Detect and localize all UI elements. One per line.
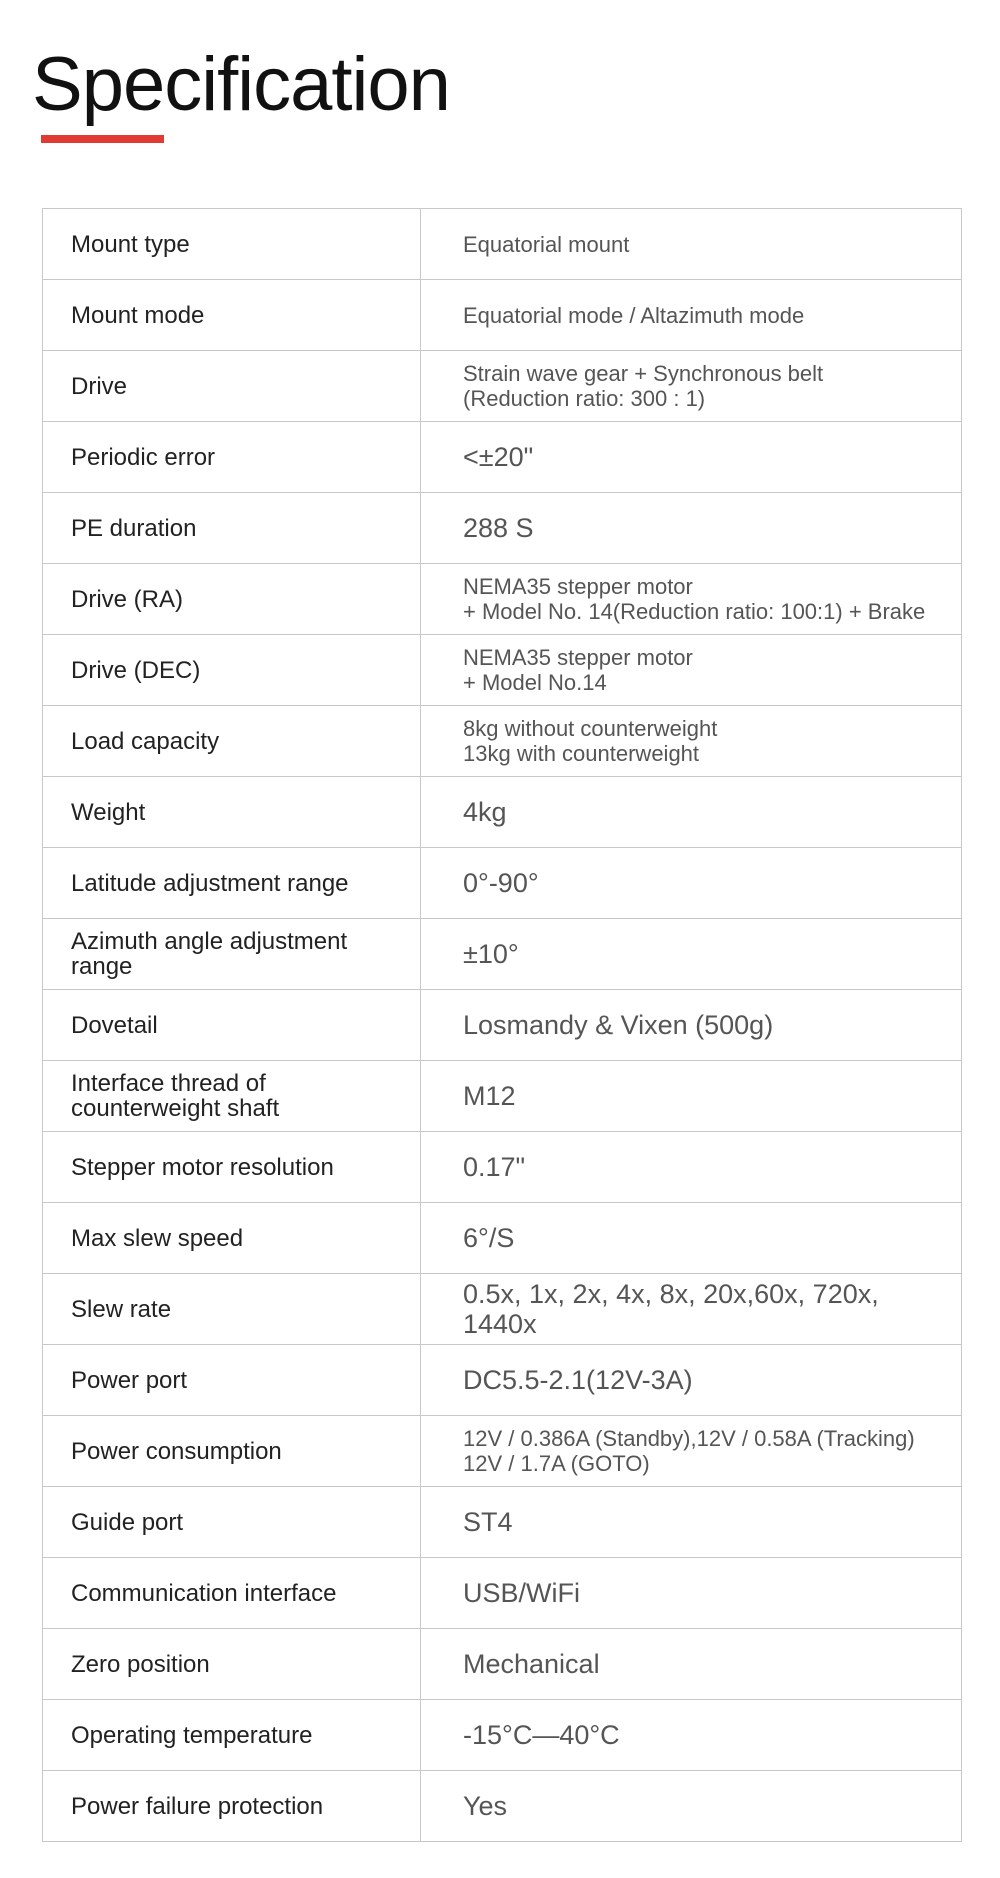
spec-value (421, 1629, 962, 1700)
spec-value (421, 635, 962, 706)
spec-value-line: 13kg with counterweight (463, 741, 700, 766)
spec-value-line: Equatorial mode / Altazimuth mode (463, 302, 805, 328)
spec-value-line: -15°C—40°C (463, 1720, 620, 1750)
spec-value (421, 564, 962, 635)
spec-value-line: 4kg (463, 797, 507, 827)
spec-label: Interface thread of counterweight shaft (43, 1061, 421, 1132)
spec-value (421, 1345, 962, 1416)
spec-value (421, 351, 962, 422)
spec-value-line: 12V / 0.386A (Standby),12V / 0.58A (Tracking) (463, 1426, 915, 1451)
spec-row (43, 1203, 962, 1274)
spec-row (43, 635, 962, 706)
spec-row (43, 209, 962, 280)
spec-label: Load capacity (43, 706, 421, 777)
spec-value-line: Equatorial mount (463, 231, 630, 257)
spec-value-line: M12 (463, 1081, 516, 1111)
spec-label: Drive (RA) (43, 564, 421, 635)
spec-value-line: 288 S (463, 513, 534, 543)
spec-value-line: 0.5x, 1x, 2x, 4x, 8x, 20x,60x, 720x, 1440x (463, 1279, 879, 1339)
spec-value (421, 1132, 962, 1203)
spec-row (43, 919, 962, 990)
spec-label: Power consumption (43, 1416, 421, 1487)
spec-value (421, 280, 962, 351)
spec-value (421, 1061, 962, 1132)
spec-value-line: + Model No.14 (463, 670, 607, 695)
title-underline (41, 135, 164, 143)
spec-row (43, 280, 962, 351)
spec-value-line: NEMA35 stepper motor (463, 645, 693, 670)
spec-value (421, 493, 962, 564)
spec-label: Azimuth angle adjustment range (43, 919, 421, 990)
spec-label: Latitude adjustment range (43, 848, 421, 919)
spec-row (43, 848, 962, 919)
spec-value-line: 8kg without counterweight (463, 716, 718, 741)
spec-label: PE duration (43, 493, 421, 564)
spec-value-line: Mechanical (463, 1649, 600, 1679)
spec-value (421, 1558, 962, 1629)
spec-label: Max slew speed (43, 1203, 421, 1274)
spec-value-line: Strain wave gear + Synchronous belt (463, 361, 824, 386)
spec-value (421, 1203, 962, 1274)
spec-value (421, 1274, 962, 1345)
spec-label: Mount type (43, 209, 421, 280)
spec-row (43, 777, 962, 848)
spec-row (43, 1629, 962, 1700)
spec-label: Zero position (43, 1629, 421, 1700)
spec-value-line: 12V / 1.7A (GOTO) (463, 1451, 650, 1476)
spec-label: Mount mode (43, 280, 421, 351)
spec-value-line: (Reduction ratio: 300 : 1) (463, 386, 706, 411)
spec-value (421, 209, 962, 280)
spec-row (43, 1132, 962, 1203)
spec-label: Communication interface (43, 1558, 421, 1629)
spec-value (421, 1416, 962, 1487)
spec-value-line: USB/WiFi (463, 1578, 580, 1608)
spec-label: Drive (43, 351, 421, 422)
spec-value-line: NEMA35 stepper motor (463, 574, 693, 599)
spec-value (421, 1487, 962, 1558)
spec-value-line: Losmandy & Vixen (500g) (463, 1010, 774, 1040)
spec-value-line: 6°/S (463, 1223, 515, 1253)
spec-value (421, 706, 962, 777)
spec-label: Weight (43, 777, 421, 848)
spec-value (421, 777, 962, 848)
spec-label: Operating temperature (43, 1700, 421, 1771)
spec-value-line: + Model No. 14(Reduction ratio: 100:1) + Brake (463, 599, 926, 624)
spec-label: Power port (43, 1345, 421, 1416)
spec-label: Guide port (43, 1487, 421, 1558)
spec-row (43, 1771, 962, 1842)
spec-label: Drive (DEC) (43, 635, 421, 706)
spec-value (421, 848, 962, 919)
page-title: Specification (32, 42, 450, 127)
spec-row (43, 990, 962, 1061)
spec-value (421, 422, 962, 493)
spec-label: Dovetail (43, 990, 421, 1061)
spec-row (43, 1416, 962, 1487)
spec-table-body (43, 209, 962, 1842)
spec-row (43, 1700, 962, 1771)
spec-row (43, 1061, 962, 1132)
spec-value-line: DC5.5-2.1(12V-3A) (463, 1365, 693, 1395)
spec-value (421, 1771, 962, 1842)
spec-value (421, 1700, 962, 1771)
spec-value-line: 0.17" (463, 1152, 526, 1182)
spec-row (43, 706, 962, 777)
spec-value-line: <±20" (463, 442, 534, 472)
spec-row (43, 564, 962, 635)
spec-row (43, 493, 962, 564)
spec-value-line: ±10° (463, 939, 519, 969)
spec-row (43, 1345, 962, 1416)
spec-row (43, 1274, 962, 1345)
spec-label: Power failure protection (43, 1771, 421, 1842)
spec-table (42, 208, 962, 1842)
spec-label: Periodic error (43, 422, 421, 493)
spec-row (43, 351, 962, 422)
spec-label: Slew rate (43, 1274, 421, 1345)
spec-row (43, 422, 962, 493)
spec-row (43, 1487, 962, 1558)
spec-label: Stepper motor resolution (43, 1132, 421, 1203)
spec-value-line: 0°-90° (463, 868, 539, 898)
spec-value (421, 919, 962, 990)
spec-value (421, 990, 962, 1061)
spec-value-line: Yes (463, 1791, 508, 1821)
spec-row (43, 1558, 962, 1629)
spec-value-line: ST4 (463, 1507, 513, 1537)
